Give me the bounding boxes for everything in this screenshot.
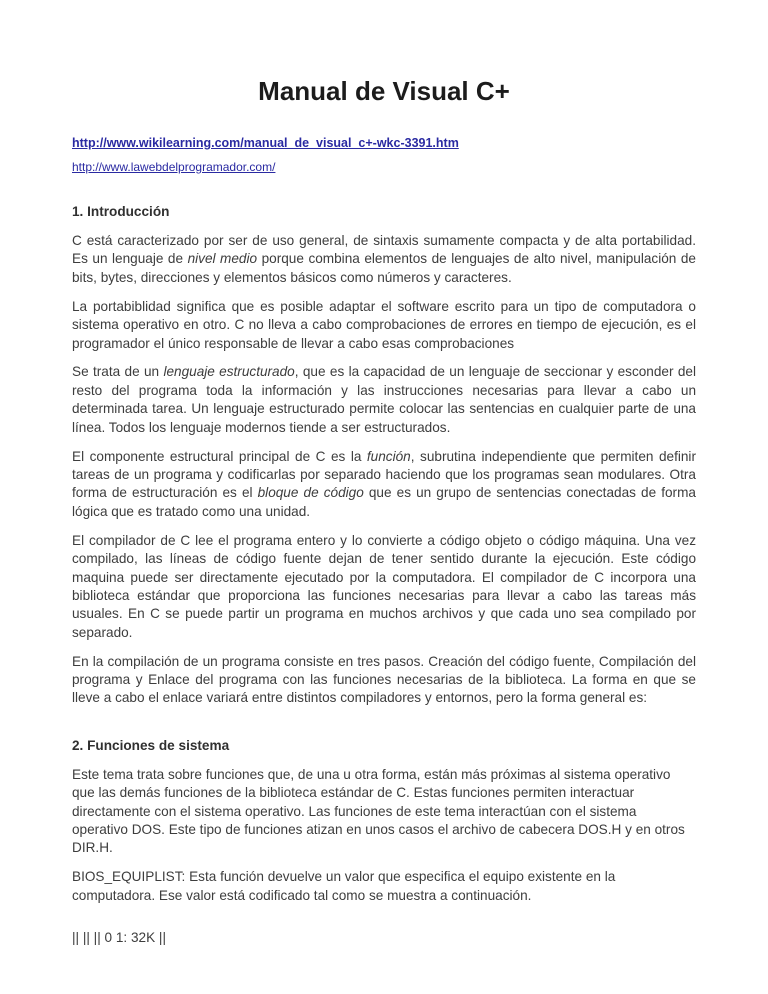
text-run: , que es la capacidad de un lenguaje de seccionar y esconder del resto del programa toda la información y las instrucciones necesarias para llevar a cabo un determinada tarea. Un lenguaje estructurado permite colocar las sentencias en cualquier parte de una línea. Todos los lenguaje modernos tiende a ser estructurados. (72, 364, 696, 435)
text-run: En la compilación de un programa consiste en tres pasos. Creación del código fuente, Compilación del programa y Enlace del programa con las funciones necesarias de la biblioteca. La forma en que se lleve a cabo el enlace variará entre distintos compiladores y entornos, pero la forma general es: (72, 653, 696, 706)
text-run: Este tema trata sobre funciones que, de una u otra forma, están más próximas al sistema operativo que las demás funciones de la biblioteca estándar de C. Estas funciones permiten interactuar directamente con el sistema operativo. Las funciones de este tema interactúan con el sistema operativo DOS. Este tipo de funciones atizan en unos casos el archivo de cabecera DOS.H y en otros DIR.H. (72, 766, 685, 856)
paragraph (72, 766, 696, 858)
text-run: C está caracterizado por ser de uso general, de sintaxis sumamente compacta y de alta portabilidad. Es un lenguaje de (72, 233, 696, 267)
section-heading: 2. Funciones de sistema (72, 737, 230, 753)
section-heading: 1. Introducción (72, 204, 170, 219)
link-wikilearning[interactable]: http://www.wikilearning.com/manual_de_visual_c+-wkc-3391.htm (72, 136, 459, 150)
italic-text-run: función (366, 448, 411, 464)
paragraph (72, 232, 696, 287)
paragraph (72, 363, 696, 437)
link-list (72, 136, 696, 174)
text-run: Se trata de un (72, 364, 164, 380)
text-run: , subrutina independiente que permiten definir tareas de un programa y codificarlas por separado haciendo que los programas sean modulares. Otra forma de estructuración es el (72, 448, 696, 501)
text-run: que es un grupo de sentencias conectadas de forma lógica que es tratado como una unidad. (72, 485, 696, 519)
text-run: porque combina elementos de lenguajes de alto nivel, manipulación de bits, bytes, direcciones y elementos básicos como números y caracteres. (72, 251, 696, 285)
text-run: El compilador de C lee el programa entero y lo convierte a código objeto o código máquina. Una vez compilado, las líneas de código fuente dejan de tener sentido durante la ejecución. Este código maquina puede ser directamente ejecutado por la computadora. El compilador de C incorpora una biblioteca estándar que proporciona las funciones necesarias para llevar a cabo las tareas más usuales. En C se puede partir un programa en muchos archivos y que cada uno sea compilado por separado. (72, 532, 696, 640)
page-title: Manual de Visual C+ (258, 76, 510, 106)
paragraph (72, 868, 696, 905)
italic-text-run: nivel medio (187, 251, 258, 267)
section-2 (72, 737, 696, 905)
italic-text-run: bloque de código (257, 485, 364, 501)
equipment-code-line: || || || 0 1: 32K || (72, 930, 166, 946)
document-body (72, 203, 696, 905)
paragraph (72, 448, 696, 522)
link-lawebdelprogramador[interactable]: http://www.lawebdelprogramador.com/ (72, 160, 276, 174)
paragraph (72, 653, 696, 708)
text-run: La portabiblidad significa que es posible adaptar el software escrito para un tipo de computadora o sistema operativo en otro. C no lleva a cabo comprobaciones de errores en tiempo de ejecución, es el programador el único responsable de llevar a cabo esas comprobaciones (72, 298, 696, 351)
paragraph (72, 298, 696, 353)
italic-text-run: lenguaje estructurado (163, 364, 295, 380)
text-run: BIOS_EQUIPLIST: Esta función devuelve un valor que especifica el equipo existente en la computadora. Ese valor está codificado tal como se muestra a continuación. (72, 869, 616, 903)
section-1 (72, 203, 696, 708)
text-run: El componente estructural principal de C es la (72, 448, 367, 464)
paragraph (72, 532, 696, 642)
